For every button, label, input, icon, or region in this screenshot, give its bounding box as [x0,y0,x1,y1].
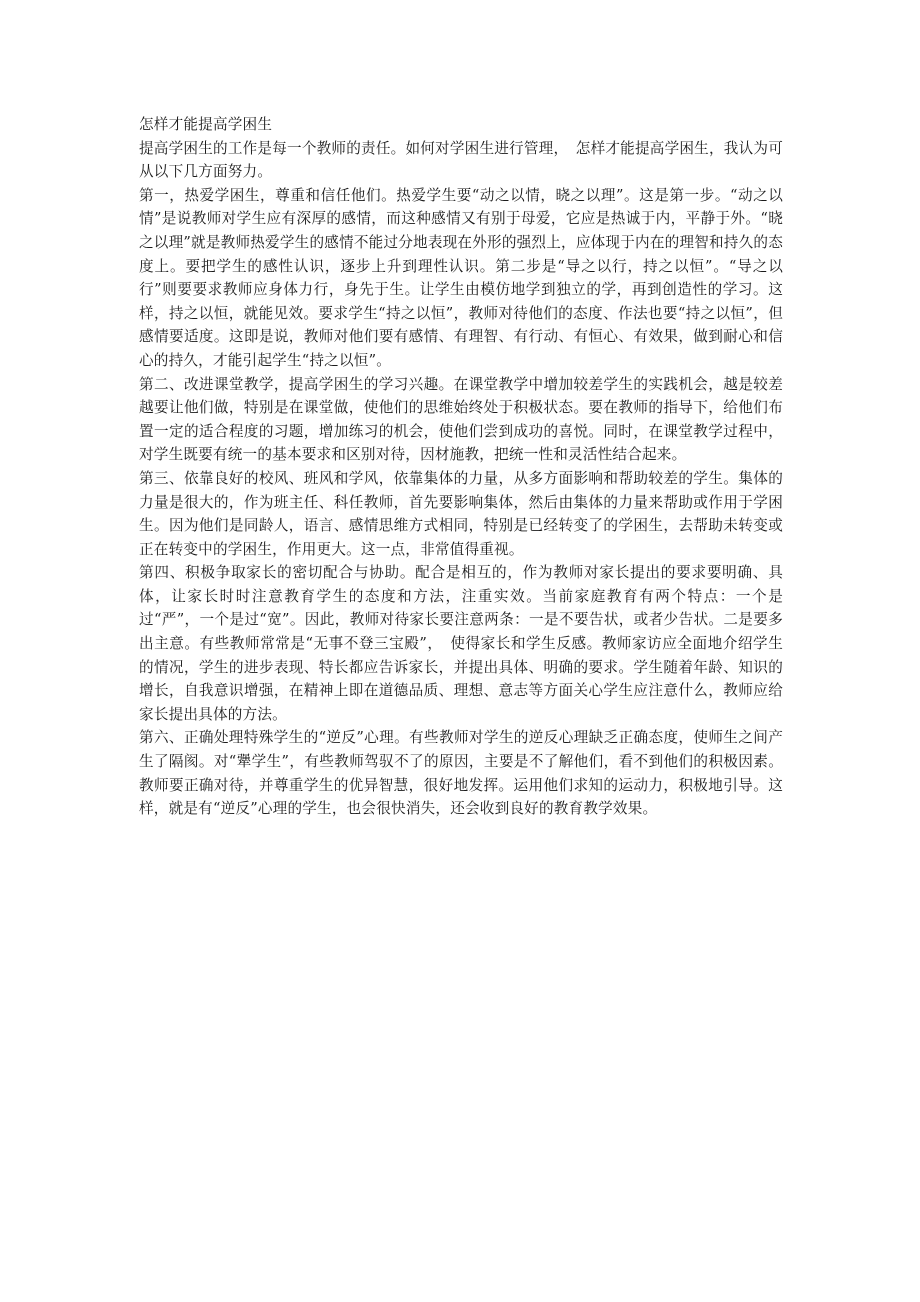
paragraph-intro: 提高学困生的工作是每一个教师的责任。如何对学困生进行管理， 怎样才能提高学困生，我认为可从以下几方面努力。 [139,139,783,181]
paragraph-sixth: 第六、正确处理特殊学生的“逆反”心理。有些教师对学生的逆反心理缺乏正确态度，使师生之间产生了隔阂。对“犟学生”，有些教师驾驭不了的原因，主要是不了解他们，看不到他们的积极因素。教师要正确对待，并尊重学生的优异智慧，很好地发挥。运用他们求知的运动力，积极地引导。这样，就是有“逆反”心理的学生，也会很快消失，还会收到良好的教育教学效果。 [139,729,783,818]
document-body [139,113,783,821]
document-title: 怎样才能提高学困生 [139,116,273,133]
paragraph-fourth: 第四、积极争取家长的密切配合与协助。配合是相互的，作为教师对家长提出的要求要明确、具体，让家长时时注意教育学生的态度和方法，注重实效。当前家庭教育有两个特点：一个是过“严”，一个是过“宽”。因此，教师对待家长要注意两条：一是不要告状，或者少告状。二是要多出主意。有些教师常常是“无事不登三宝殿”， 使得家长和学生反感。教师家访应全面地介绍学生的情况，学生的进步表现、特长都应告诉家长，并提出具体、明确的要求。学生随着年龄、知识的增长，自我意识增强，在精神上即在道德品质、理想、意志等方面关心学生应注意什么，教师应给家长提出具体的方法。 [139,564,783,723]
paragraph-first: 第一，热爱学困生，尊重和信任他们。热爱学生要“动之以情，晓之以理”。这是第一步。“动之以情”是说教师对学生应有深厚的感情，而这种感情又有别于母爱，它应是热诚于内，平静于外。“晓之以理”就是教师热爱学生的感情不能过分地表现在外形的强烈上，应体现于内在的理智和持久的态度上。要把学生的感性认识，逐步上升到理性认识。第二步是“导之以行，持之以恒”。“导之以行”则要要求教师应身体力行，身先于生。让学生由模仿地学到独立的学，再到创造性的学习。这样，持之以恒，就能见效。要求学生“持之以恒”，教师对待他们的态度、作法也要“持之以恒”，但感情要适度。这即是说，教师对他们要有感情、有理智、有行动、有恒心、有效果，做到耐心和信心的持久，才能引起学生“持之以恒”。 [139,186,783,369]
paragraph-third: 第三、依靠良好的校风、班风和学风，依靠集体的力量，从多方面影响和帮助较差的学生。集体的力量是很大的，作为班主任、科任教师，首先要影响集体，然后由集体的力量来帮助或作用于学困生。因为他们是同龄人，语言、感情思维方式相同，特别是已经转变了的学困生，去帮助未转变或正在转变中的学困生，作用更大。这一点，非常值得重视。 [139,469,783,558]
paragraph-second: 第二、改进课堂教学，提高学困生的学习兴趣。在课堂教学中增加较差学生的实践机会，越是较差越要让他们做，特别是在课堂做，使他们的思维始终处于积极状态。要在教师的指导下，给他们布置一定的适合程度的习题，增加练习的机会，使他们尝到成功的喜悦。同时，在课堂教学过程中，对学生既要有统一的基本要求和区别对待，因材施教，把统一性和灵活性结合起来。 [139,375,783,464]
